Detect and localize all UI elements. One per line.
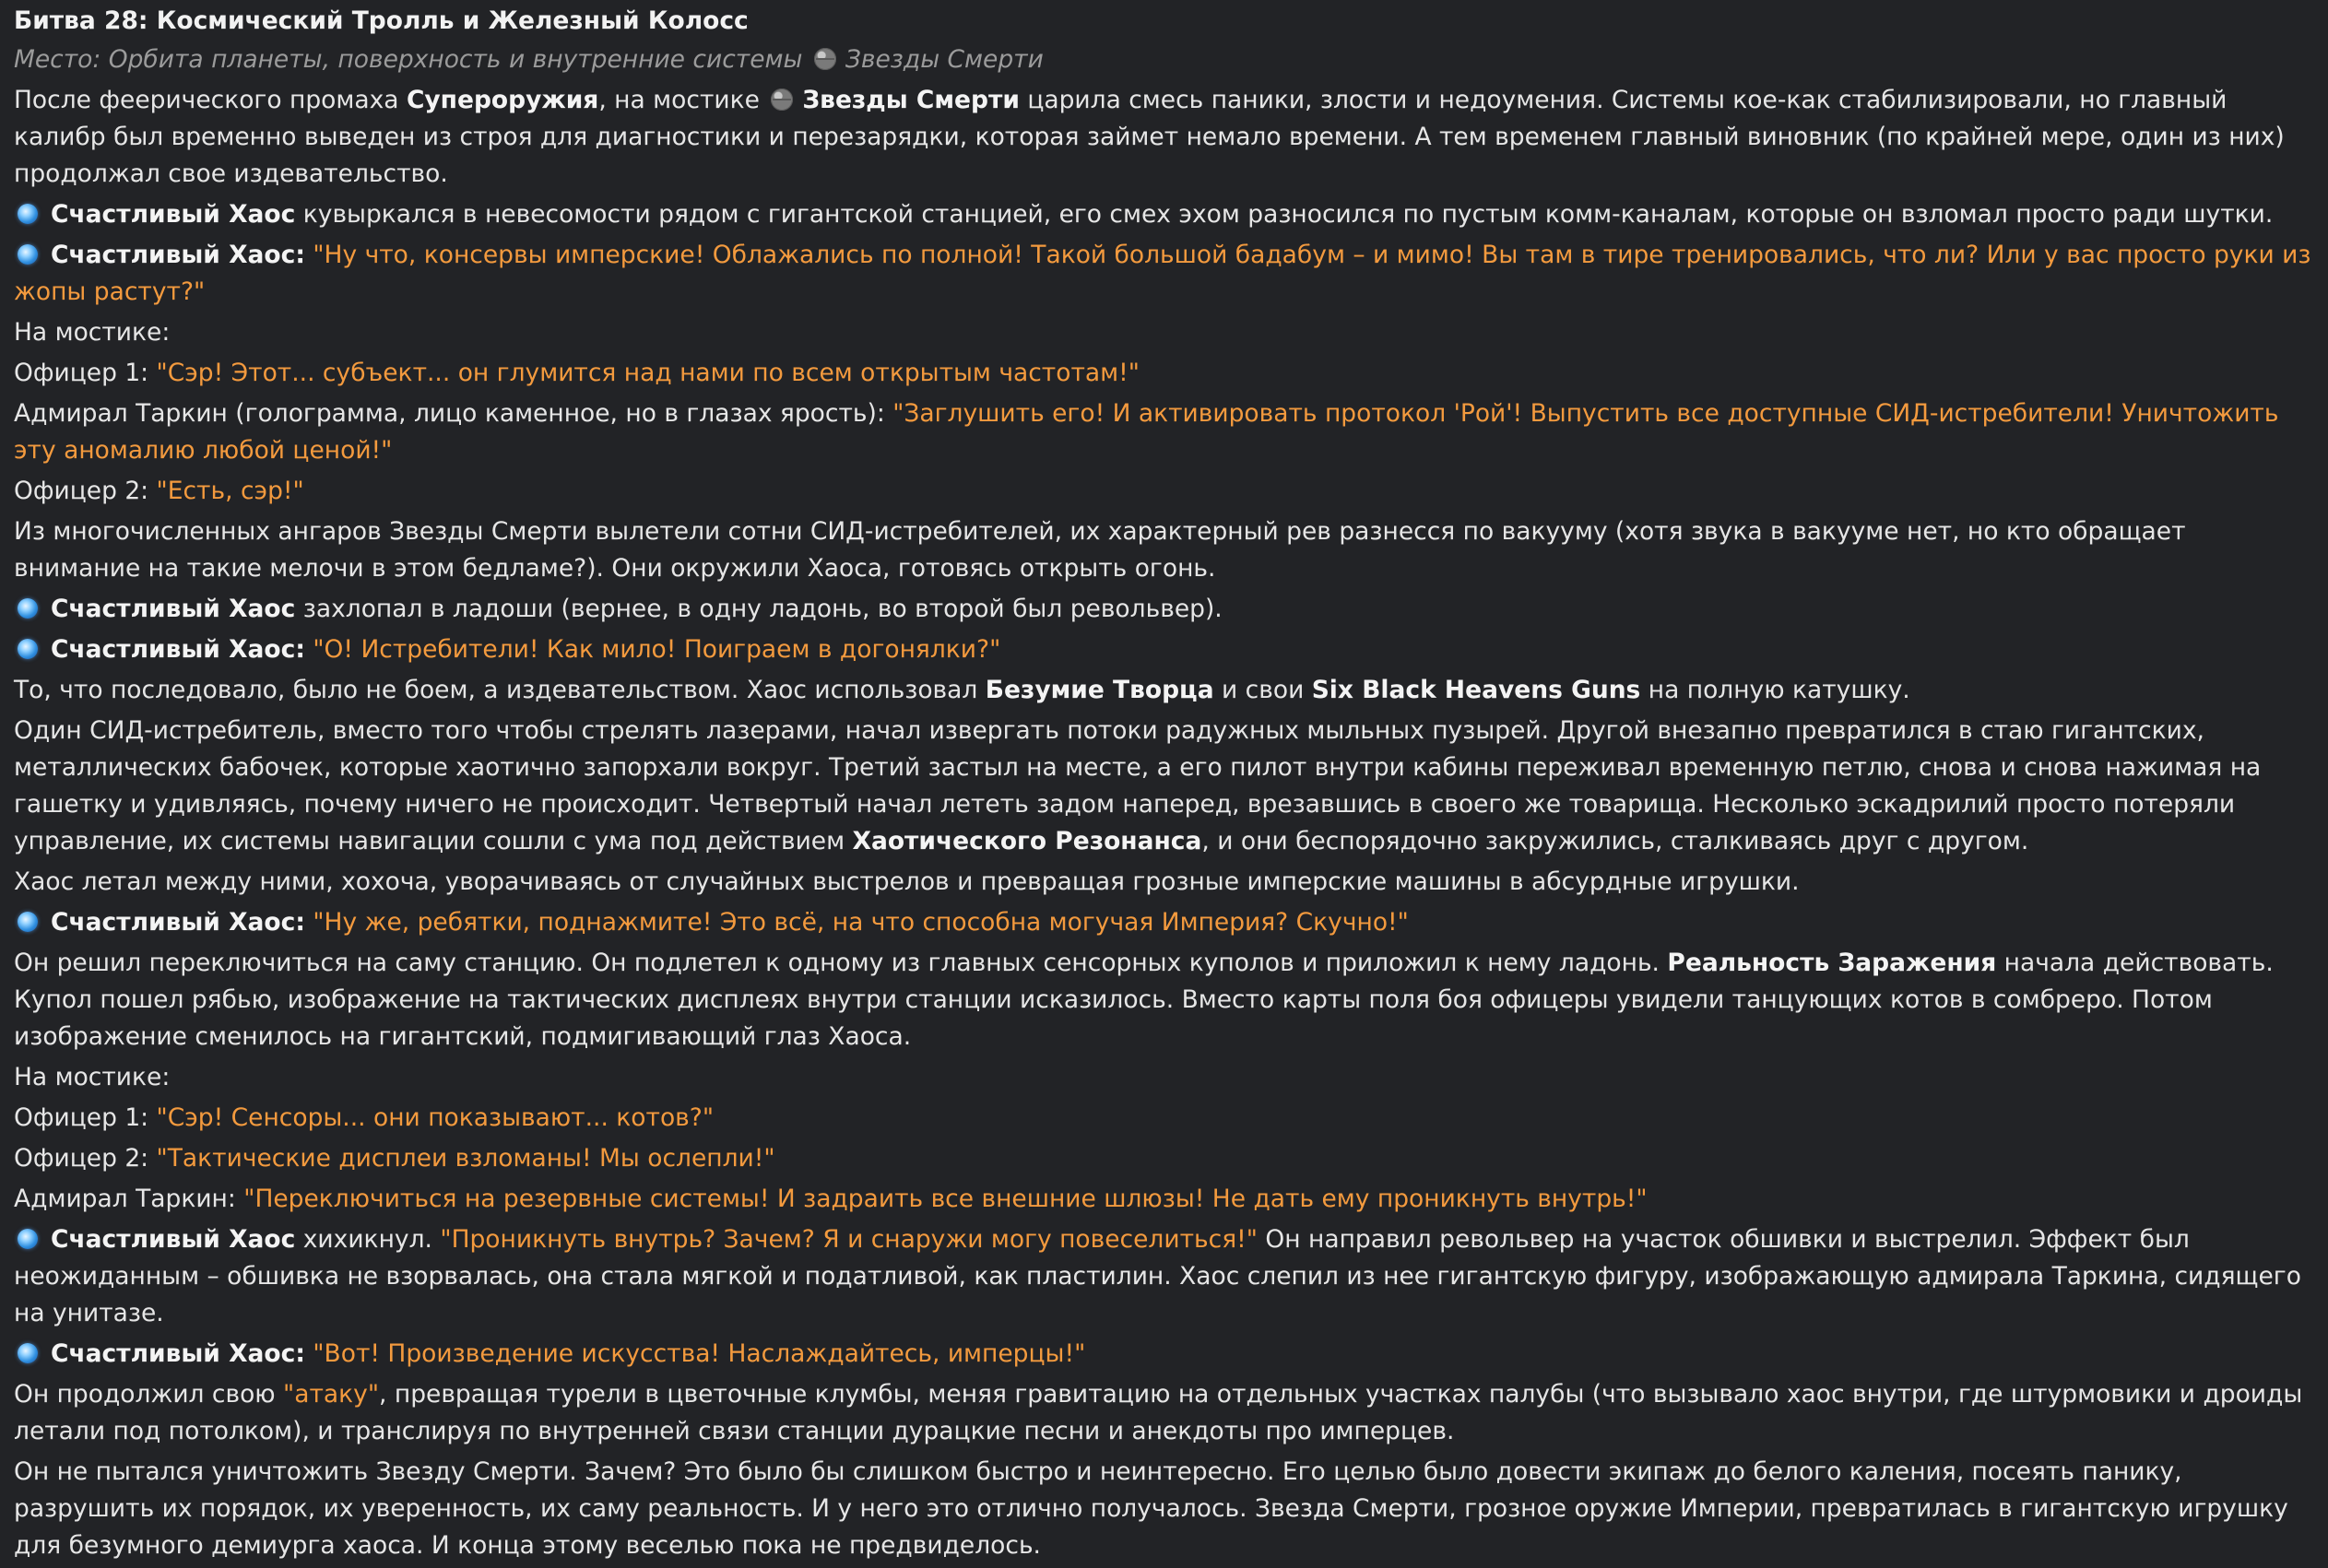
chaos-dialogue-line — [14, 904, 2319, 941]
character-name: Счастливый Хаос: — [51, 1339, 305, 1368]
speaker: Адмирал Таркин: — [14, 1185, 244, 1213]
chaos-dialogue-line — [14, 631, 2319, 668]
dialogue-quote: "Переключиться на резервные системы! И задраить все внешние шлюзы! Не дать ему проникнуть внутрь!" — [243, 1185, 1648, 1213]
character-name: Счастливый Хаос — [51, 1225, 296, 1254]
dialogue-quote: "Вот! Произведение искусства! Наслаждайтесь, имперцы!" — [313, 1339, 1086, 1368]
paragraph-narration: Из многочисленных ангаров Звезды Смерти вылетели сотни СИД-истребителей, их характерный рев разнесся по вакууму (хотя звука в вакууме нет, но кто обращает внимание на такие мелочи в этом бедламе?). Они окружили Хаоса, готовясь открыть огонь. — [14, 517, 2186, 583]
bold-term: Хаотического Резонанса — [852, 827, 1202, 855]
dialogue-quote: "Сэр! Этот... субъект... он глумится над нами по всем открытым частотам!" — [156, 359, 1140, 387]
character-name: Счастливый Хаос: — [51, 635, 305, 664]
dialogue-quote: "Проникнуть внутрь? Зачем? Я и снаружи могу повеселиться!" — [440, 1225, 1258, 1254]
tarkin-dialogue-line — [14, 1181, 2319, 1218]
bold-term: Безумие Творца — [985, 676, 1214, 704]
paragraph-narration: Хаос летал между ними, хохоча, уворачиваясь от случайных выстрелов и превращая грозные имперские машины в абсурдные игрушки. — [14, 867, 1800, 896]
character-name: Счастливый Хаос: — [51, 241, 305, 269]
location-line — [14, 41, 2319, 78]
text-segment: , на мостике — [598, 86, 768, 114]
text-segment: царила смесь паники, злости и недоумения. Системы кое-как стабилизировали, но главный калибр был временно выведен из строя для диагностики и перезарядки, которая займет немало времени. А тем временем главный виновник (по крайней мере, один из них) продолжал свое издевательство. — [14, 86, 2285, 188]
text-segment: , и они беспорядочно закружились, сталкиваясь друг с другом. — [1201, 827, 2029, 855]
chaos-action-line — [14, 1221, 2319, 1332]
text-segment: , превращая турели в цветочные клумбы, меняя гравитацию на отдельных участках палубы (что вызывало хаос внутри, где штурмовики и дроиды летали под потолком), и транслируя по внутренней связи станции дурацкие песни и анекдоты про имперцев. — [14, 1380, 2303, 1445]
dialogue-quote: "Есть, сэр!" — [156, 477, 304, 505]
blue-orb-icon — [18, 598, 38, 619]
text-segment: и свои — [1213, 676, 1312, 704]
dialogue-quote: "Ну что, консервы имперские! Облажались по полной! Такой большой бадабум – и мимо! Вы там в тире тренировались, что ли? Или у вас просто руки из жопы растут?" — [14, 241, 2311, 306]
speaker: Адмирал Таркин (голограмма, лицо каменное, но в глазах ярость): — [14, 399, 893, 428]
paragraph-narration — [14, 945, 2319, 1055]
text-segment: кувыркался в невесомости рядом с гигантской станцией, его смех эхом разносился по пустым комм-каналам, которые он взломал просто ради шутки. — [295, 200, 2274, 229]
officer-dialogue-line — [14, 1100, 2319, 1137]
officer-dialogue-line — [14, 355, 2319, 392]
dialogue-quote: "Заглушить его! И активировать протокол 'Рой'! Выпустить все доступные СИД-истребители! Уничтожить эту аномалию любой ценой!" — [14, 399, 2279, 465]
text-segment: Он решил переключиться на саму станцию. Он подлетел к одному из главных сенсорных куполов и приложил к нему ладонь. — [14, 949, 1668, 977]
blue-orb-icon — [18, 1229, 38, 1249]
bold-term: Six Black Heavens Guns — [1311, 676, 1641, 704]
officer-dialogue-line — [14, 1140, 2319, 1177]
dialogue-quote: "Ну же, ребятки, поднажмите! Это всё, на что способна могучая Империя? Скучно!" — [313, 908, 1409, 937]
location-name: Звезды Смерти — [845, 45, 1044, 74]
bold-term: Реальность Заражения — [1667, 949, 1997, 977]
text-segment: После феерического промаха — [14, 86, 407, 114]
speaker: Офицер 2: — [14, 477, 157, 505]
character-name: Счастливый Хаос: — [51, 908, 305, 937]
paragraph-intro — [14, 82, 2319, 193]
speaker: Офицер 2: — [14, 1144, 157, 1173]
bold-term: Супероружия — [406, 86, 599, 114]
scene-label: На мостике: — [14, 318, 171, 347]
dialogue-quote: "Тактические дисплеи взломаны! Мы ослепли!" — [156, 1144, 775, 1173]
story-document — [14, 3, 2319, 1568]
battle-title: Битва 28: Космический Тролль и Железный Колосс — [14, 6, 749, 35]
character-name: Счастливый Хаос — [51, 595, 296, 623]
death-star-icon — [771, 88, 793, 111]
dialogue-quote: "Сэр! Сенсоры... они показывают... котов?" — [156, 1103, 715, 1132]
location-text: Место: Орбита планеты, поверхность и внутренние системы — [14, 45, 803, 74]
blue-orb-icon — [18, 204, 38, 224]
dialogue-quote: "атаку" — [283, 1380, 380, 1409]
text-segment: начала действовать. Купол пошел рябью, изображение на тактических дисплеях внутри станции исказилось. Вместо карты поля боя офицеры увидели танцующих котов в сомбреро. Потом изображение сменилось на гигантский, подмигивающий глаз Хаоса. — [14, 949, 2274, 1051]
text-segment: захлопал в ладоши (вернее, в одну ладонь, во второй был револьвер). — [295, 595, 1223, 623]
scene-label: На мостике: — [14, 1063, 171, 1091]
speaker: Офицер 1: — [14, 1103, 157, 1132]
paragraph-narration — [14, 1376, 2319, 1450]
officer-dialogue-line — [14, 473, 2319, 510]
paragraph-narration — [14, 672, 2319, 709]
blue-orb-icon — [18, 639, 38, 659]
bold-term: Звезды Смерти — [802, 86, 1020, 114]
text-segment: хихикнул. — [295, 1225, 441, 1254]
text-segment: То, что последовало, было не боем, а издевательством. Хаос использовал — [14, 676, 986, 704]
chaos-action-line — [14, 196, 2319, 233]
tarkin-dialogue-line — [14, 395, 2319, 469]
paragraph-narration — [14, 713, 2319, 860]
death-star-icon — [814, 48, 836, 70]
blue-orb-icon — [18, 912, 38, 932]
blue-orb-icon — [18, 1343, 38, 1363]
text-segment: Один СИД-истребитель, вместо того чтобы стрелять лазерами, начал извергать потоки радужных мыльных пузырей. Другой внезапно превратился в стаю гигантских, металлических бабочек, которые хаотично запорхали вокруг. Третий застыл на месте, а его пилот внутри кабины переживал временную петлю, снова и снова нажимая на гашетку и удивляясь, почему ничего не происходит. Четвертый начал лететь задом наперед, врезавшись в своего же товарища. Несколько эскадрилий просто потеряли управление, их системы навигации сошли с ума под действием — [14, 716, 2262, 855]
blue-orb-icon — [18, 244, 38, 265]
text-segment: Он направил револьвер на участок обшивки и выстрелил. Эффект был неожиданным – обшивка не взорвалась, она стала мягкой и податливой, как пластилин. Хаос слепил из нее гигантскую фигуру, изображающую адмирала Таркина, сидящего на унитазе. — [14, 1225, 2301, 1327]
text-segment: на полную катушку. — [1640, 676, 1910, 704]
chaos-action-line — [14, 591, 2319, 628]
chaos-dialogue-line — [14, 1336, 2319, 1373]
text-segment: Он продолжил свою — [14, 1380, 284, 1409]
character-name: Счастливый Хаос — [51, 200, 296, 229]
chaos-dialogue-line — [14, 237, 2319, 311]
speaker: Офицер 1: — [14, 359, 157, 387]
dialogue-quote: "О! Истребители! Как мило! Поиграем в догонялки?" — [313, 635, 1001, 664]
paragraph-conclusion: Он не пытался уничтожить Звезду Смерти. Зачем? Это было бы слишком быстро и неинтересно. Его целью было довести экипаж до белого каления, посеять панику, разрушить их порядок, их уверенность, их саму реальность. И у него это отлично получалось. Звезда Смерти, грозное оружие Империи, превратилась в гигантскую игрушку для безумного демиурга хаоса. И конца этому веселью пока не предвиделось. — [14, 1457, 2288, 1560]
